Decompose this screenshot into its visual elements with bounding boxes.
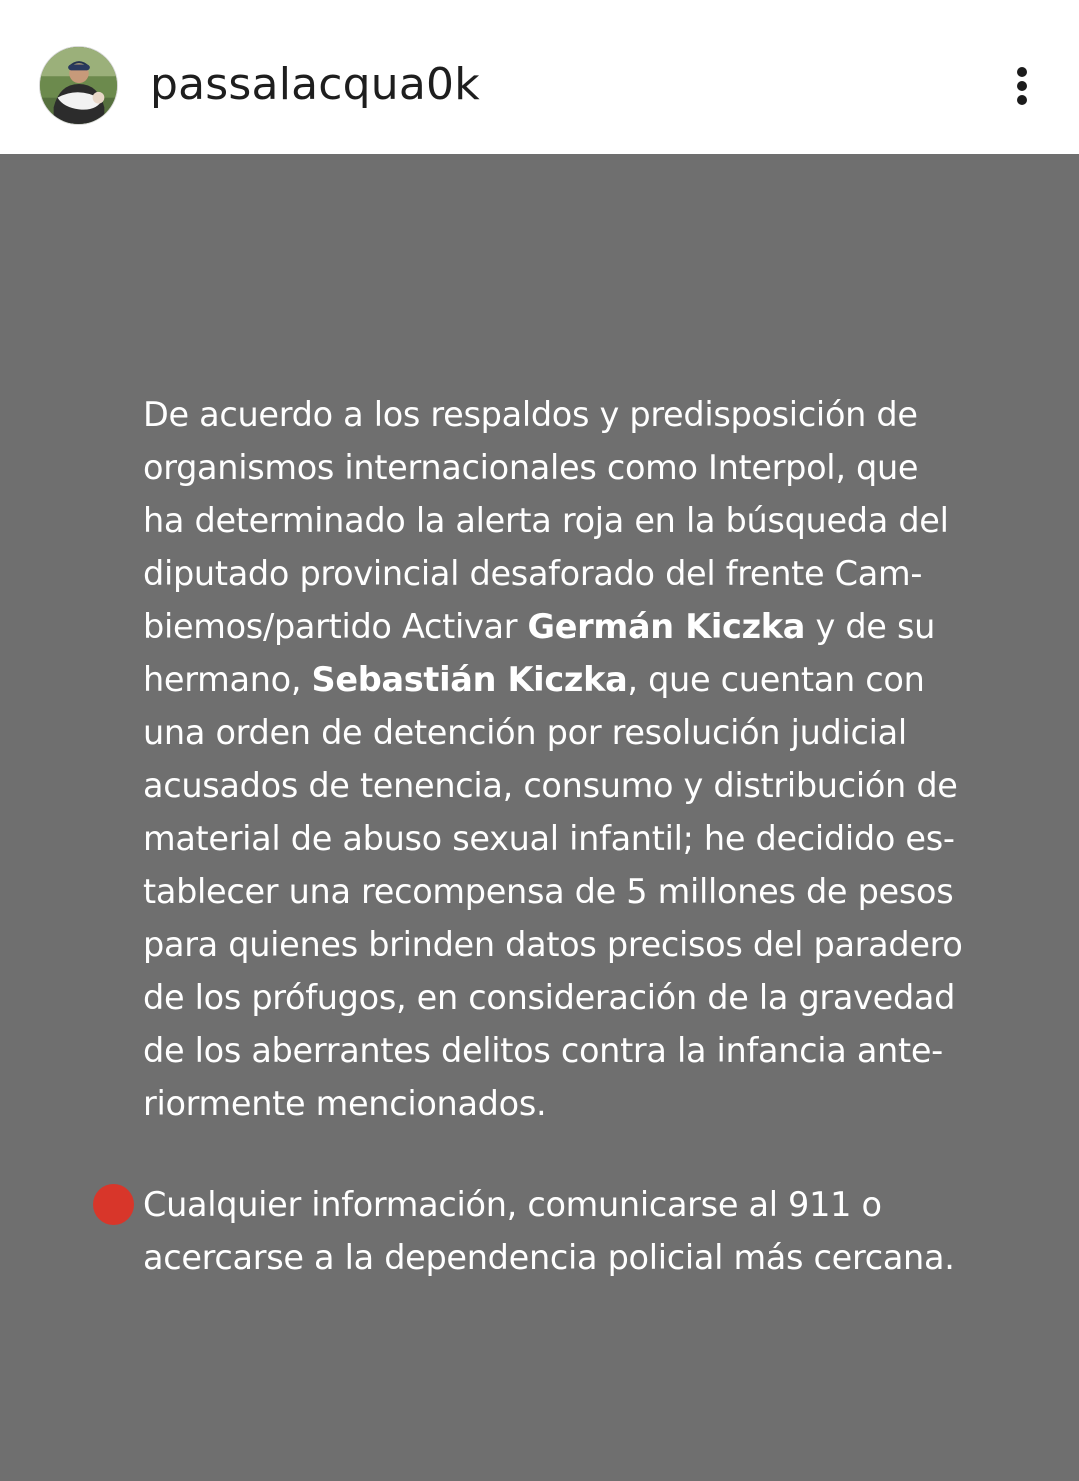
- body-text-segment: diputado provincial desaforado del frente Cam-: [143, 554, 923, 593]
- body-text-line: [143, 388, 983, 441]
- post-header: [0, 0, 1079, 154]
- body-text-line: [143, 706, 983, 759]
- body-text-line: [143, 812, 983, 865]
- body-text-segment: ha determinado la alerta roja en la búsqueda del: [143, 501, 949, 540]
- body-text-segment: hermano,: [143, 660, 312, 699]
- vertical-ellipsis-icon: [1017, 81, 1027, 91]
- bold-name-text: Sebastián Kiczka: [311, 660, 628, 699]
- body-text-segment: riormente mencionados.: [143, 1084, 547, 1123]
- red-circle-icon: [93, 1184, 134, 1225]
- body-text-line: [143, 547, 983, 600]
- body-text-line: [143, 759, 983, 812]
- post-image: [0, 154, 1079, 1481]
- body-text-line: [143, 600, 983, 653]
- body-text-segment: , que cuentan con: [627, 660, 925, 699]
- contact-note: [143, 1178, 983, 1284]
- body-text-line: [143, 918, 983, 971]
- vertical-ellipsis-icon: [1017, 95, 1027, 105]
- body-text-line: [143, 971, 983, 1024]
- body-text-segment: y de su: [805, 607, 936, 646]
- avatar[interactable]: [39, 46, 118, 125]
- more-options-button[interactable]: [1000, 56, 1044, 116]
- body-text-segment: acusados de tenencia, consumo y distribución de: [143, 766, 958, 805]
- username[interactable]: passalacqua0k: [150, 59, 480, 110]
- body-text-line: [143, 441, 983, 494]
- body-text-line: [143, 865, 983, 918]
- note-line: Cualquier información, comunicarse al 911 o: [143, 1185, 882, 1224]
- body-text-segment: de los aberrantes delitos contra la infancia ante-: [143, 1031, 943, 1070]
- body-text-segment: organismos internacionales como Interpol, que: [143, 448, 919, 487]
- body-text-line: [143, 494, 983, 547]
- body-text-line: [143, 1024, 983, 1077]
- body-text-segment: una orden de detención por resolución judicial: [143, 713, 907, 752]
- body-text-line: [143, 653, 983, 706]
- vertical-ellipsis-icon: [1017, 67, 1027, 77]
- body-text-segment: biemos/partido Activar: [143, 607, 528, 646]
- body-text-line: [143, 1077, 983, 1130]
- body-text-segment: material de abuso sexual infantil; he decidido es-: [143, 819, 955, 858]
- post-body-text: [143, 388, 983, 1130]
- profile-photo-icon: [40, 47, 117, 124]
- bold-name-text: Germán Kiczka: [527, 607, 806, 646]
- note-line: acercarse a la dependencia policial más cercana.: [143, 1238, 955, 1277]
- body-text-segment: para quienes brinden datos precisos del paradero: [143, 925, 963, 964]
- body-text-segment: de los prófugos, en consideración de la gravedad: [143, 978, 956, 1017]
- body-text-segment: tablecer una recompensa de 5 millones de pesos: [143, 872, 954, 911]
- body-text-segment: De acuerdo a los respaldos y predisposición de: [143, 395, 918, 434]
